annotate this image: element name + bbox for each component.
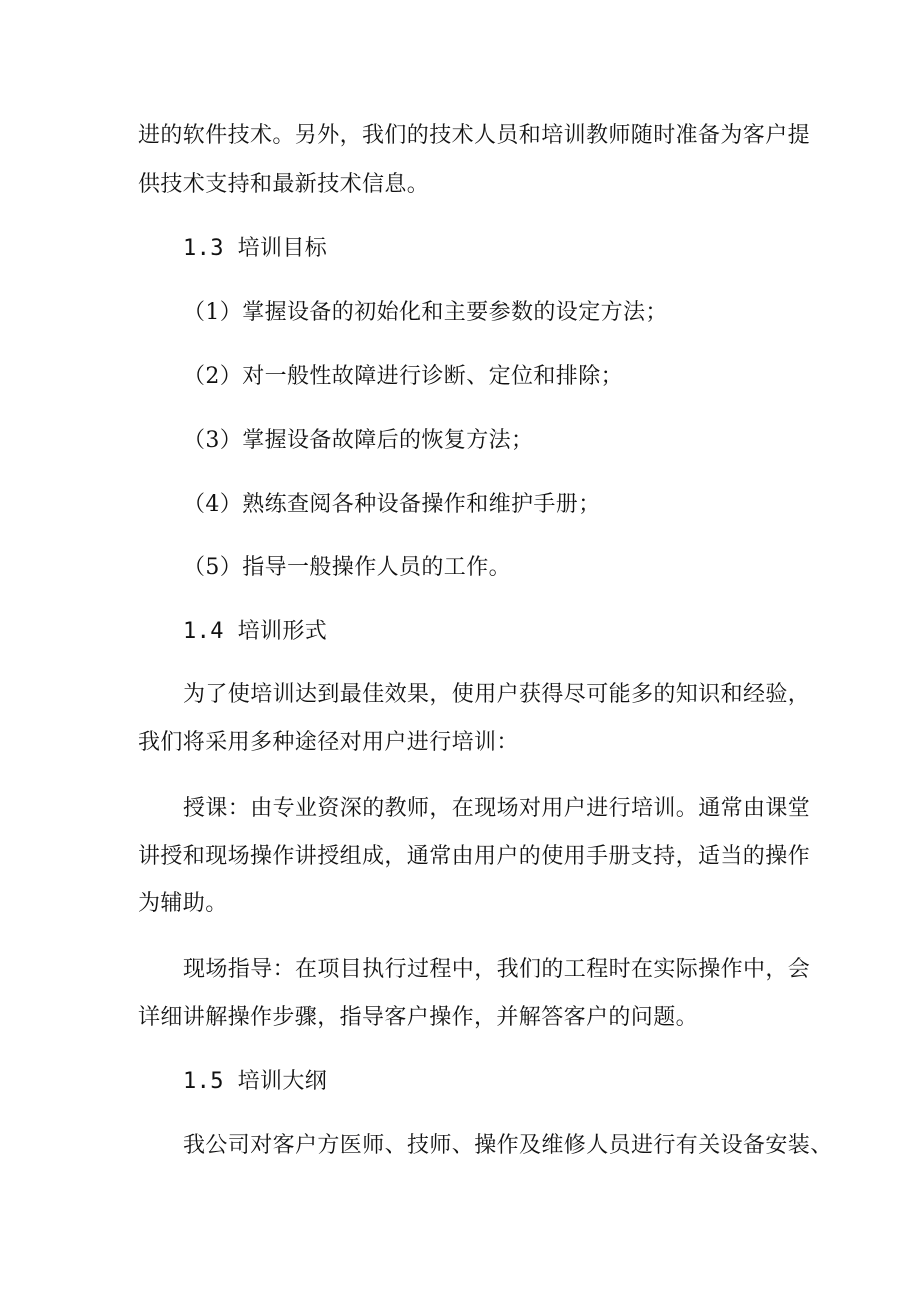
onsite-para-line-1: 现场指导：在项目执行过程中，我们的工程时在实际操作中，会 — [183, 957, 811, 982]
goal-item-1: （1）掌握设备的初始化和主要参数的设定方法； — [183, 300, 668, 325]
form-para-1-line-2: 我们将采用多种途径对用户进行培训： — [138, 730, 519, 755]
lecture-para-line-3: 为辅助。 — [138, 891, 228, 916]
goal-item-3: （3）掌握设备故障后的恢复方法； — [183, 428, 534, 453]
lecture-para-line-1: 授课：由专业资深的教师，在现场对用户进行培训。通常由课堂 — [183, 796, 811, 821]
goal-item-5: （5）指导一般操作人员的工作。 — [183, 555, 511, 580]
outline-para-line-1: 我公司对客户方医师、技师、操作及维修人员进行有关设备安装、 — [183, 1133, 833, 1158]
section-heading-1-3: 1.3 培训目标 — [183, 236, 328, 261]
section-heading-1-5: 1.5 培训大纲 — [183, 1069, 328, 1094]
lecture-para-line-2: 讲授和现场操作讲授组成，通常由用户的使用手册支持，适当的操作 — [138, 844, 811, 869]
section-heading-1-4: 1.4 培训形式 — [183, 619, 328, 644]
onsite-para-line-2: 详细讲解操作步骤，指导客户操作，并解答客户的问题。 — [138, 1005, 699, 1030]
goal-item-4: （4）熟练查阅各种设备操作和维护手册； — [183, 492, 601, 517]
intro-line-1: 进的软件技术。另外，我们的技术人员和培训教师随时准备为客户提 — [138, 123, 811, 148]
form-para-1-line-1: 为了使培训达到最佳效果，使用户获得尽可能多的知识和经验， — [183, 682, 811, 707]
goal-item-2: （2）对一般性故障进行诊断、定位和排除； — [183, 364, 623, 389]
intro-line-2: 供技术支持和最新技术信息。 — [138, 172, 430, 197]
